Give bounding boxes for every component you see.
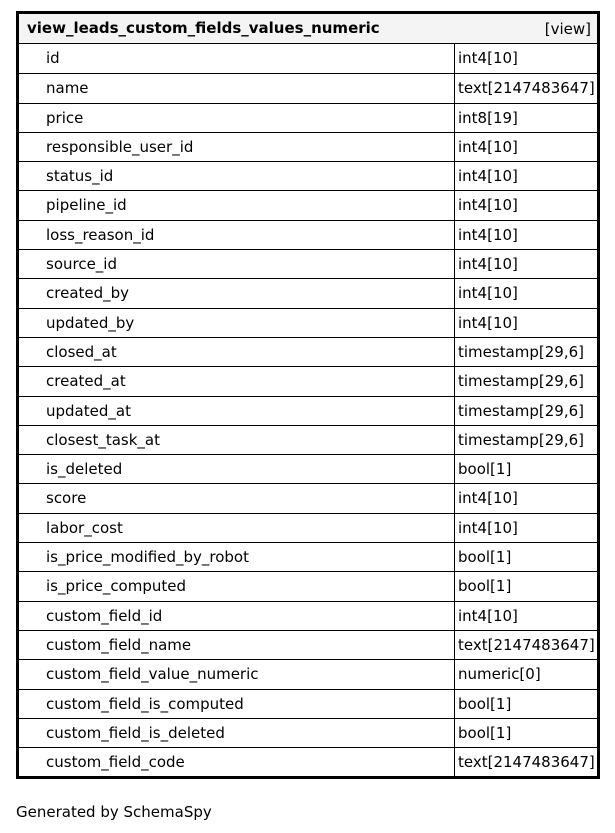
column-type: int4[10] <box>458 518 518 537</box>
column-type: text[2147483647] <box>458 635 595 654</box>
column-row <box>19 278 597 307</box>
column-type: text[2147483647] <box>458 79 595 98</box>
column-name: created_by <box>19 279 455 307</box>
column-name: is_price_computed <box>19 572 455 600</box>
column-type: int4[10] <box>458 167 518 186</box>
column-name: closest_task_at <box>19 426 455 454</box>
column-row <box>19 396 597 425</box>
column-name: price <box>19 104 455 132</box>
column-row <box>19 44 597 73</box>
column-name: updated_at <box>19 397 455 425</box>
column-row <box>19 366 597 395</box>
column-type: int4[10] <box>458 255 518 274</box>
column-type: int4[10] <box>458 225 518 244</box>
column-row <box>19 659 597 688</box>
table-header <box>19 14 597 44</box>
column-name: responsible_user_id <box>19 133 455 161</box>
table-node <box>16 11 600 779</box>
column-row <box>19 308 597 337</box>
column-list <box>19 44 597 776</box>
column-type: int4[10] <box>458 313 518 332</box>
column-row <box>19 571 597 600</box>
column-name: custom_field_id <box>19 602 455 630</box>
column-name: score <box>19 484 455 512</box>
column-type: int4[10] <box>458 196 518 215</box>
column-type: timestamp[29,6] <box>458 372 585 391</box>
column-type: int4[10] <box>458 49 518 67</box>
column-type: bool[1] <box>458 548 512 567</box>
column-type: numeric[0] <box>458 665 541 684</box>
column-row <box>19 190 597 219</box>
column-row <box>19 425 597 454</box>
column-type: bool[1] <box>458 723 512 742</box>
column-row <box>19 630 597 659</box>
column-name: is_price_modified_by_robot <box>19 543 455 571</box>
column-name: custom_field_is_deleted <box>19 719 455 747</box>
column-name: is_deleted <box>19 455 455 483</box>
column-row <box>19 249 597 278</box>
table-kind-label: [view] <box>544 20 591 38</box>
column-name: loss_reason_id <box>19 221 455 249</box>
column-name: status_id <box>19 162 455 190</box>
column-type: int4[10] <box>458 606 518 625</box>
column-type: int8[19] <box>458 108 518 127</box>
column-row <box>19 718 597 747</box>
column-type: int4[10] <box>458 284 518 303</box>
column-row <box>19 132 597 161</box>
column-row <box>19 601 597 630</box>
column-row <box>19 542 597 571</box>
column-name: custom_field_code <box>19 748 455 776</box>
column-row <box>19 454 597 483</box>
column-row <box>19 513 597 542</box>
column-type: text[2147483647] <box>458 753 595 772</box>
column-type: int4[10] <box>458 489 518 508</box>
column-row <box>19 161 597 190</box>
column-row <box>19 337 597 366</box>
column-type: timestamp[29,6] <box>458 401 585 420</box>
column-type: bool[1] <box>458 694 512 713</box>
column-name: labor_cost <box>19 514 455 542</box>
column-type: timestamp[29,6] <box>458 430 585 449</box>
footer-text: Generated by SchemaSpy <box>16 803 212 821</box>
column-name: source_id <box>19 250 455 278</box>
table-title: view_leads_custom_fields_values_numeric <box>27 19 380 37</box>
column-type: bool[1] <box>458 577 512 596</box>
column-name: custom_field_is_computed <box>19 690 455 718</box>
column-row <box>19 73 597 102</box>
column-name: updated_by <box>19 309 455 337</box>
column-type: int4[10] <box>458 137 518 156</box>
column-row <box>19 747 597 776</box>
column-name: custom_field_name <box>19 631 455 659</box>
column-name: pipeline_id <box>19 191 455 219</box>
column-name: created_at <box>19 367 455 395</box>
column-name: closed_at <box>19 338 455 366</box>
column-name: id <box>19 44 455 73</box>
column-name: name <box>19 74 455 102</box>
column-row <box>19 689 597 718</box>
column-row <box>19 483 597 512</box>
column-row <box>19 103 597 132</box>
column-type: bool[1] <box>458 460 512 479</box>
column-row <box>19 220 597 249</box>
column-name: custom_field_value_numeric <box>19 660 455 688</box>
column-type: timestamp[29,6] <box>458 342 585 361</box>
